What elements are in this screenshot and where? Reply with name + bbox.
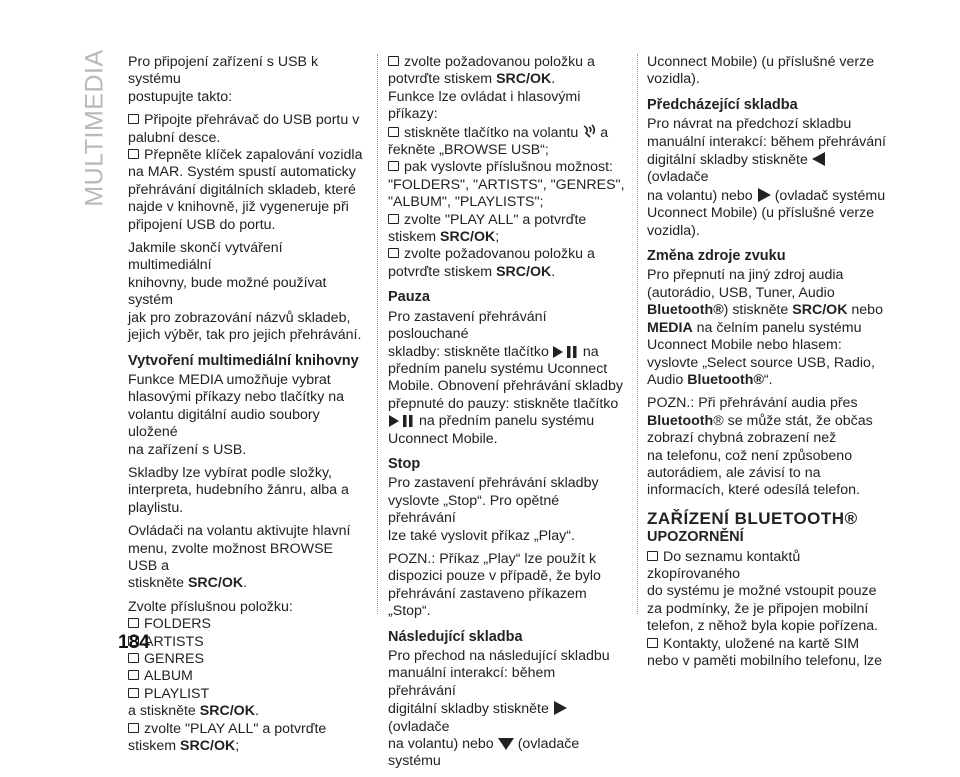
checkbox-icon — [388, 214, 399, 224]
paragraph: Pro připojení zařízení s USB k systému postupujte takto: — [128, 54, 319, 105]
paragraph: Funkce lze ovládat i hlasovými příkazy: — [388, 88, 581, 123]
column-2 — [388, 54, 626, 777]
bullet-item: Přepněte klíček zapalování vozidla na MAR. Systém spustí automaticky přehrávání digitálních skladeb, které najde v knihovně, již vygeneruje při připojení USB do portu. — [128, 147, 363, 233]
src-ok-keyword: SRC/OK — [792, 302, 848, 319]
arrow-right-icon — [756, 187, 772, 203]
page-number: 184 — [118, 632, 150, 653]
section-heading: Následující skladba — [388, 628, 523, 645]
paragraph: POZN.: Při přehrávání audia přes Bluetooth® se může stát, že občas zobrazí chybná zobrazení než na telefonu, což není způsobeno autorádiem, ale závisí to na informacích, které odesílá telefon. — [647, 395, 873, 499]
checkbox-icon — [388, 56, 399, 66]
bullet-item: zvolte požadovanou položku a potvrďte stiskem SRC/OK. — [388, 54, 595, 88]
chapter-heading: ZAŘÍZENÍ BLUETOOTH® — [647, 508, 858, 528]
arrow-left-icon — [811, 151, 827, 167]
bullet-item: zvolte "PLAY ALL" a potvrďte stiskem SRC/OK; — [388, 211, 587, 246]
section-heading: Předcházející skladba — [647, 96, 798, 113]
section-heading: Vytvoření multimediální knihovny — [128, 352, 359, 369]
arrow-right-icon — [552, 700, 568, 716]
checkbox-icon — [388, 248, 399, 258]
bullet-item: FOLDERS — [128, 616, 364, 633]
checkbox-icon — [128, 688, 139, 698]
bullet-item: ARTISTS — [128, 634, 364, 651]
warning-heading: UPOZORNĚNÍ — [647, 529, 744, 546]
paragraph: Zvolte příslušnou položku: — [128, 598, 293, 615]
checkbox-icon — [647, 638, 658, 648]
checkbox-icon — [128, 670, 139, 680]
section-heading: Pauza — [388, 289, 430, 306]
src-ok-keyword: SRC/OK — [496, 263, 552, 280]
src-ok-keyword: SRC/OK — [180, 738, 236, 755]
src-ok-keyword: SRC/OK — [440, 229, 496, 246]
paragraph: Pro přechod na následující skladbu manuální interakcí: během přehrávání digitální skladby stiskněte(ovladače na volantu) nebo (ovladače systému — [388, 648, 610, 770]
bullet-item: Kontakty, uložené na kartě SIM nebo v paměti mobilního telefonu, lze — [647, 635, 883, 669]
checkbox-icon — [388, 161, 399, 171]
src-ok-keyword: SRC/OK — [199, 703, 255, 720]
bullet-item: PLAYLIST — [128, 686, 364, 703]
section-heading: Změna zdroje zvuku — [647, 248, 786, 265]
paragraph: Funkce MEDIA umožňuje vybrat hlasovými příkazy nebo tlačítky na volantu digitální audio soubory uložené na zařízení s USB. — [128, 371, 345, 458]
checkbox-icon — [388, 127, 399, 137]
bullet-item: ALBUM — [128, 668, 364, 685]
paragraph: Skladby lze vybírat podle složky, interpreta, hudebního žánru, alba a playlistu. — [128, 464, 349, 516]
src-ok-keyword: SRC/OK — [496, 71, 552, 88]
paragraph: Uconnect Mobile) (u příslušné verze vozidla). — [647, 54, 875, 88]
checkbox-icon — [128, 636, 139, 646]
src-ok-keyword: SRC/OK — [187, 575, 244, 592]
paragraph: Ovládači na volantu aktivujte hlavní menu, zvolte možnost BROWSE USB a stiskněte SRC/OK. — [128, 523, 351, 592]
column-divider — [377, 54, 379, 614]
paragraph: Pro návrat na předchozí skladbu manuální interakcí: během přehrávání digitální skladby stiskněte(ovladače na volantu) nebo (ovladač systému Uconnect Mobile) (u příslušné verze vozidla). — [647, 116, 886, 239]
bullet-item: stiskněte tlačítko na volantu a řekněte „BROWSE USB“; — [388, 124, 609, 159]
checkbox-icon — [647, 551, 658, 561]
bullet-item: zvolte "PLAY ALL" a potvrďte stiskem SRC/OK; — [128, 720, 327, 755]
checkbox-icon — [128, 114, 139, 124]
paragraph: a stiskněte SRC/OK. — [128, 703, 259, 720]
bullet-item: GENRES — [128, 651, 364, 668]
arrow-down-icon — [497, 737, 515, 751]
checkbox-icon — [128, 723, 139, 733]
paragraph: Pro zastavení přehrávání poslouchané skladby: stiskněte tlačítko na předním panelu systému Uconnect Mobile. Obnovení přehrávání skladby přepnuté do pauzy: stiskněte tlačítko na předním panelu systému Uconnect Mobile. — [388, 308, 624, 447]
section-heading: Stop — [388, 455, 421, 472]
column-3 — [647, 54, 887, 670]
section-sidebar-label: MULTIMEDIA — [80, 49, 109, 207]
checkbox-icon — [128, 653, 139, 663]
paragraph: POZN.: Příkaz „Play“ lze použít k dispozici pouze v případě, že bylo přehrávání zastaveno příkazem „Stop“. — [388, 550, 601, 620]
checkbox-icon — [128, 149, 139, 159]
bullet-item: Do seznamu kontaktů zkopírovaného do systému je možné vstoupit pouze za podmínky, že je připojen mobilní telefon, z něhož byla kopie pořízena. — [647, 548, 879, 635]
paragraph: Pro přepnutí na jiný zdroj audia (autorádio, USB, Tuner, Audio Bluetooth®) stiskněte SRC/OK nebo MEDIA na čelním panelu systému Uconnect Mobile nebo hlasem: vyslovte „Select source USB, Radio, Audio Bluetooth®“. — [647, 267, 883, 388]
bullet-item: Připojte přehrávač do USB portu v palubní desce. — [128, 112, 360, 146]
voice-command-icon — [581, 124, 597, 140]
checkbox-icon — [128, 618, 139, 628]
play-pause-icon — [552, 345, 580, 359]
paragraph: Jakmile skončí vytváření multimediální knihovny, bude možné používat systém jak pro zobrazování názvů skladeb, jejich výběr, tak pro jejich přehrávání. — [128, 240, 362, 344]
bullet-item: pak vyslovte příslušnou možnost: "FOLDERS", "ARTISTS", "GENRES", "ALBUM", "PLAYLISTS"; — [388, 159, 625, 211]
bullet-item: zvolte požadovanou položku a potvrďte stiskem SRC/OK. — [388, 246, 595, 280]
paragraph: Pro zastavení přehrávání skladby vyslovte „Stop“. Pro opětné přehrávání lze také vyslovit příkaz „Play“. — [388, 475, 599, 544]
play-pause-icon — [388, 414, 416, 428]
column-1 — [128, 54, 364, 755]
column-divider — [637, 54, 639, 614]
